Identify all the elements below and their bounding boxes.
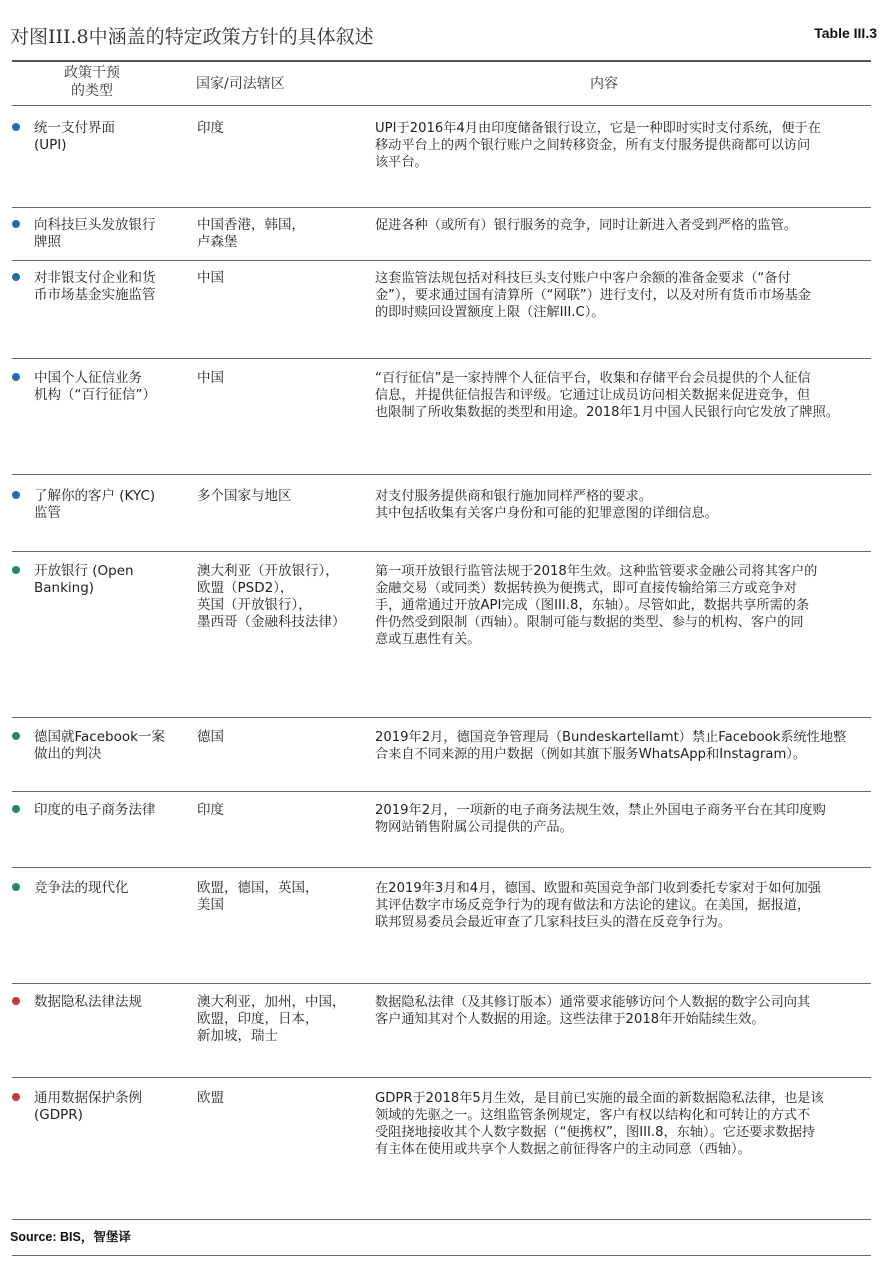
content-cell: UPI于2016年4月由印度储备银行设立，它是一种即时实时支付系统，便于在 移动平台上的两个银行账户之间转移资金，所有支付服务提供商都可以访问 该平台。: [375, 121, 821, 170]
category-dot-icon: [12, 491, 20, 499]
column-header-content: 内容: [590, 76, 618, 92]
row-separator: [12, 791, 871, 792]
content-cell: 2019年2月，一项新的电子商务法规生效，禁止外国电子商务平台在其印度购 物网站销售附属公司提供的产品。: [375, 803, 826, 835]
category-dot-icon: [12, 566, 20, 574]
row-separator: [12, 207, 871, 208]
jurisdiction-cell: 印度: [197, 120, 224, 136]
category-dot-icon: [12, 1093, 20, 1101]
policy-type-cell: 开放银行 (Open Banking): [34, 563, 134, 596]
content-cell: 这套监管法规包括对科技巨头支付账户中客户余额的准备金要求（“备付 金”），要求通过国有清算所（“网联”）进行支付，以及对所有货币市场基金 的即时赎回设置额度上限（注解III.C）。: [375, 271, 811, 320]
category-dot-icon: [12, 997, 20, 1005]
row-separator: [12, 474, 871, 475]
footer-rule: [12, 1255, 871, 1256]
category-dot-icon: [12, 373, 20, 381]
table-bottom-rule: [12, 1219, 871, 1220]
policy-type-cell: 数据隐私法律法规: [34, 994, 142, 1010]
category-dot-icon: [12, 273, 20, 281]
jurisdiction-cell: 中国: [197, 370, 224, 386]
jurisdiction-cell: 多个国家与地区: [197, 488, 292, 504]
category-dot-icon: [12, 123, 20, 131]
category-dot-icon: [12, 805, 20, 813]
jurisdiction-cell: 德国: [197, 729, 224, 745]
column-header-jurisdiction: 国家/司法辖区: [196, 76, 285, 92]
row-separator: [12, 717, 871, 718]
content-cell: 第一项开放银行监管法规于2018年生效。这种监管要求金融公司将其客户的 金融交易（或同类）数据转换为便携式，即可直接传输给第三方或竞争对 手，通常通过开放API完成（图III.8，东轴）。尽管如此，数据共享所需的条 件仍然受到限制（西轴）。限制可能与数据的类型、参与的机构、客户的同 意或互惠性有关。: [375, 564, 818, 647]
content-cell: 对支付服务提供商和银行施加同样严格的要求。 其中包括收集有关客户身份和可能的犯罪意图的详细信息。: [375, 489, 718, 521]
policy-type-cell: 统一支付界面 (UPI): [34, 120, 115, 153]
source-note: Source: BIS，智堡译: [10, 1230, 131, 1244]
row-separator: [12, 1077, 871, 1078]
header-rule: [12, 105, 871, 106]
policy-type-cell: 向科技巨头发放银行 牌照: [34, 217, 156, 250]
jurisdiction-cell: 欧盟: [197, 1090, 224, 1106]
category-dot-icon: [12, 883, 20, 891]
policy-type-cell: 中国个人征信业务 机构（“百行征信”）: [34, 370, 156, 403]
category-dot-icon: [12, 732, 20, 740]
policy-type-cell: 对非银支付企业和货 币市场基金实施监管: [34, 270, 156, 303]
content-cell: 促进各种（或所有）银行服务的竞争，同时让新进入者受到严格的监管。: [375, 218, 797, 233]
row-separator: [12, 358, 871, 359]
policy-type-cell: 印度的电子商务法律: [34, 802, 156, 818]
row-separator: [12, 867, 871, 868]
jurisdiction-cell: 澳大利亚（开放银行）， 欧盟（PSD2）， 英国（开放银行）， 墨西哥（金融科技法律）: [197, 563, 346, 630]
category-dot-icon: [12, 220, 20, 228]
page-title: 对图III.8中涵盖的特定政策方针的具体叙述: [10, 26, 374, 48]
row-separator: [12, 260, 871, 261]
table-number: Table III.3: [814, 25, 877, 41]
policy-type-cell: 了解你的客户 (KYC) 监管: [34, 488, 156, 521]
top-rule: [12, 60, 871, 62]
jurisdiction-cell: 澳大利亚，加州，中国， 欧盟，印度，日本， 新加坡，瑞士: [197, 994, 346, 1044]
jurisdiction-cell: 欧盟，德国，英国， 美国: [197, 880, 319, 913]
column-header-type: 政策干预 的类型: [64, 65, 120, 99]
policy-type-cell: 德国就Facebook一案 做出的判决: [34, 729, 165, 762]
jurisdiction-cell: 中国: [197, 270, 224, 286]
content-cell: 在2019年3月和4月，德国、欧盟和英国竞争部门收到委托专家对于如何加强 其评估数字市场反竞争行为的现有做法和方法论的建议。在美国，据报道， 联邦贸易委员会最近审查了几家科技巨头的潜在反竞争行为。: [375, 881, 821, 930]
row-separator: [12, 551, 871, 552]
policy-type-cell: 通用数据保护条例 (GDPR): [34, 1090, 142, 1123]
jurisdiction-cell: 中国香港，韩国， 卢森堡: [197, 217, 305, 250]
jurisdiction-cell: 印度: [197, 802, 224, 818]
content-cell: 2019年2月，德国竞争管理局（Bundeskartellamt）禁止Facebook系统性地整 合来自不同来源的用户数据（例如其旗下服务WhatsApp和Instagram）。: [375, 730, 847, 762]
row-separator: [12, 983, 871, 984]
content-cell: 数据隐私法律（及其修订版本）通常要求能够访问个人数据的数字公司向其 客户通知其对个人数据的用途。这些法律于2018年开始陆续生效。: [375, 995, 811, 1027]
content-cell: GDPR于2018年5月生效，是目前已实施的最全面的新数据隐私法律，也是该 领域的先驱之一。这组监管条例规定，客户有权以结构化和可转让的方式不 受阻挠地接收其个人数字数据（“便携权”，图III.8，东轴）。它还要求数据持 有主体在使用或共享个人数据之前征得客户的主动同意（西轴）。: [375, 1091, 824, 1157]
content-cell: “百行征信”是一家持牌个人征信平台，收集和存储平台会员提供的个人征信 信息，并提供征信报告和评级。它通过让成员访问相关数据来促进竞争，但 也限制了所收集数据的类型和用途。2018年1月中国人民银行向它发放了牌照。: [375, 371, 839, 420]
policy-type-cell: 竞争法的现代化: [34, 880, 129, 896]
